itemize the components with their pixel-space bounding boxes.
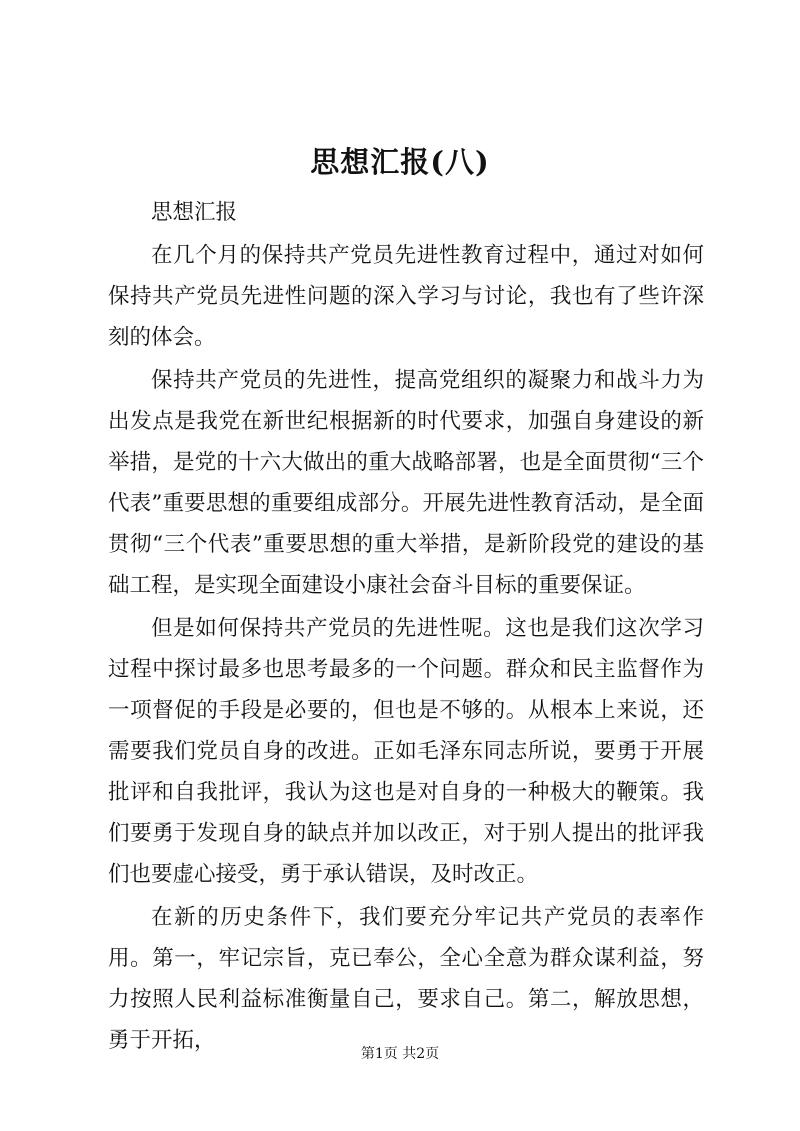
paragraph: 在新的历史条件下，我们要充分牢记共产党员的表率作用。第一，牢记宗旨，克已奉公，全心全意为群众谋利益，努力按照人民利益标准衡量自己，要求自己。第二，解放思想，勇于开拓， [108, 905, 704, 1053]
page-footer: 第1页 共2页 [360, 1046, 440, 1062]
document-body [108, 192, 704, 1061]
paragraph: 保持共产党员的先进性，提高党组织的凝聚力和战斗力为出发点是我党在新世纪根据新的时代要求，加强自身建设的新举措，是党的十六大做出的重大战略部署，也是全面贯彻“三个代表”重要思想的重要组成部分。开展先进性教育活动，是全面贯彻“三个代表”重要思想的重大举措，是新阶段党的建设的基础工程，是实现全面建设小康社会奋斗目标的重要保证。 [108, 368, 704, 598]
paragraph: 但是如何保持共产党员的先进性呢。这也是我们这次学习过程中探讨最多也思考最多的一个问题。群众和民主监督作为一项督促的手段是必要的，但也是不够的。从根本上来说，还需要我们党员自身的改进。正如毛泽东同志所说，要勇于开展批评和自我批评，我认为这也是对自身的一种极大的鞭策。我们要勇于发现自身的缺点并加以改正，对于别人提出的批评我们也要虚心接受，勇于承认错误，及时改正。 [108, 616, 704, 887]
paragraph: 在几个月的保持共产党员先进性教育过程中，通过对如何保持共产党员先进性问题的深入学习与讨论，我也有了些许深刻的体会。 [108, 243, 704, 350]
document-title: 思想汇报(八) [310, 145, 490, 179]
paragraph-heading: 思想汇报 [151, 200, 238, 225]
